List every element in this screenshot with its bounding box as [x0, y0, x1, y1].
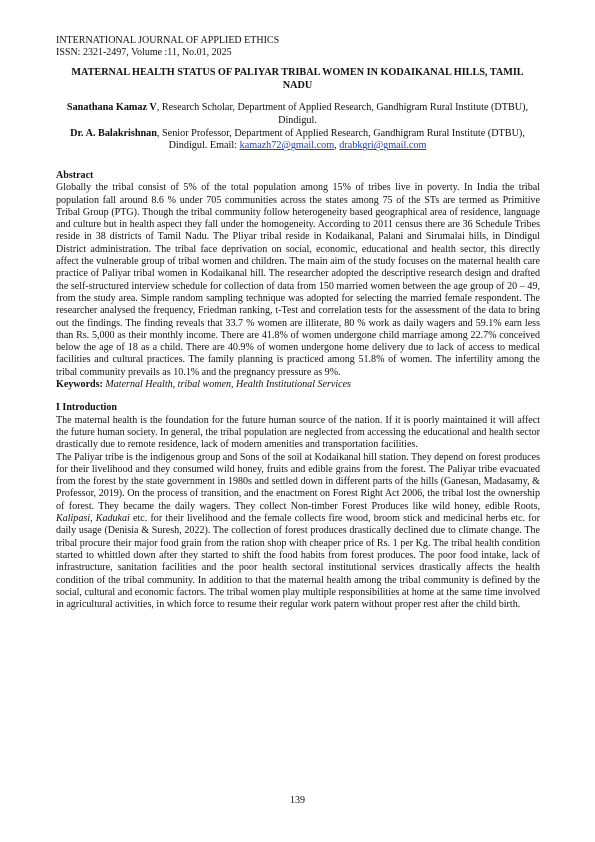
- keywords-text: Maternal Health, tribal women, Health Institutional Services: [102, 379, 351, 391]
- paper-title: MATERNAL HEALTH STATUS OF PALIYAR TRIBAL WOMEN IN KODAIKANAL HILLS, TAMIL NADU: [71, 67, 524, 91]
- author-1: [66, 102, 529, 128]
- introduction-paragraph-1: The maternal health is the foundation for the future human source of the nation. If it is poorly maintained it will affect the future human society. In general, the tribal population are neglected from accessing the educational and health sector drastically due to remote residence, lack of modern amenities and transportation facilities.: [56, 414, 540, 451]
- author-2-affiliation: , Senior Professor, Department of Applied Research, Gandhigram Rural Institute (DTBU), Dindigul. Email:: [156, 127, 525, 152]
- intro-p2-sep: ,: [90, 513, 96, 525]
- author-2-name: Dr. A. Balakrishnan: [70, 127, 157, 139]
- author-1-affiliation: , Research Scholar, Department of Applied Research, Gandhigram Rural Institute (DTBU), Dindigul.: [156, 102, 529, 126]
- intro-p2-part-b: etc. for their livelihood and the female collects fire wood, broom stick and medicinal herbs etc. for daily usage (Denisia & Suresh, 2022). The collection of forest produces drastically declined due to climate change. The tribal procure their major food grain from the ration shop with cheaper price of Rs. 1 per Kg. The tribal health condition started to whittled down after they started to shift the food habits from forest produces. The poor food intake, lack of infrastructure, sanitation facilities and the poor health sectoral institutional services drastically affects the health condition of the tribal community. In addition to that the maternal health among the tribal community is defined by the social, cultural and economic factors. The tribal women play multiple responsibilities at home at the same time involved in agricultural activities, in which force to resume their regular work patern without proper rest after the child birth.: [56, 513, 540, 611]
- author-2: [66, 128, 529, 154]
- section-gap: [56, 391, 540, 402]
- intro-p2-part-a: The Paliyar tribe is the indigenous group and Sons of the soil at Kodaikanal hill station. They depend on forest produces for their livelihood and they consumed wild honey, fruits and edible grains from the forest. The Paliyar tribe evacuated from the forest by the state government in 1980s and settled down in different parts of the hills (Ganesan, Madasamy, & Professor, 2019). On the process of transition, and the enactment on Forest Right Act 2006, the tribal lost the ownership of forest. They became the daily wagers. They collect Non-timber Forest Produces like wild honey, edible Roots,: [56, 451, 540, 512]
- page-number: 139: [290, 795, 305, 806]
- journal-name: INTERNATIONAL JOURNAL OF APPLIED ETHICS: [56, 35, 280, 46]
- email-link-2[interactable]: drabkgri@gmail.com: [339, 140, 427, 152]
- email-separator: ,: [334, 140, 340, 152]
- author-block: [66, 102, 529, 153]
- abstract-text: Globally the tribal consist of 5% of the total population among 15% of tribes live in poverty. In India the tribal population fall around 8.6 % under 705 communities across the states among 75 of the STs are termed as Primitive Tribal Group (PTG). Though the tribal community follow heterogeneity based geographical area of residence, language and culture but in health aspect they fall under the homogeneity. According to 2011 census there are 36 Schedule Tribes reside in 38 districts of Tamil Nadu. The Pliyar tribal reside in Kodaikanal, Palani and Sirumalai hills, in Dindigul District administration. The tribal face deprivation on social, economic, educational and health sector, this directly affect the vulnerable group of tribal women and children. The main aim of the study focuses on the maternal health care practice of Paliyar tribal women in Kodaikanal hill. The researcher adopted the descriptive research design and drafted the self-structured interview schedule for collection of data from 150 married women between the age group of 20 – 49, from the study area. Simple random sampling technique was adopted for selecting the married female respondent. The researcher analysed the frequency, Friedman ranking, t-Test and correlation tests for the assessment of the data to bring out the findings. The finding reveals that 33.7 % women are illiterate, 80 % work as daily wagers and 59.1% earn less than Rs. 5,000 as their monthly income. There are 41.8% of women undergone child marriage among 22.7% conceived below the age of 18 as a child. There are 40.9% of women undergone home delivery due to lack of access to medical facilities and cultural practices. The family planning is practiced among 51.8% of women. The infertility among the tribal community prevails as 10.1% and the pregnancy pressure as 9%.: [56, 182, 540, 378]
- intro-p2-italic-1: Kalipasi: [56, 513, 91, 525]
- keywords-line: [56, 379, 540, 391]
- email-link-1[interactable]: kamazh72@gmail.com: [239, 140, 335, 152]
- journal-header: [56, 35, 279, 59]
- issn-line: ISSN: 2321-2497, Volume :11, No.01, 2025: [56, 47, 232, 58]
- keywords-label: Keywords:: [56, 379, 103, 391]
- introduction-paragraph-2: [56, 452, 540, 612]
- author-1-name: Sanathana Kamaz V: [66, 102, 157, 113]
- introduction-heading: I Introduction: [56, 402, 117, 414]
- intro-p2-italic-2: Kadukai: [95, 513, 130, 525]
- body-text: [56, 170, 540, 611]
- abstract-heading: Abstract: [56, 170, 94, 181]
